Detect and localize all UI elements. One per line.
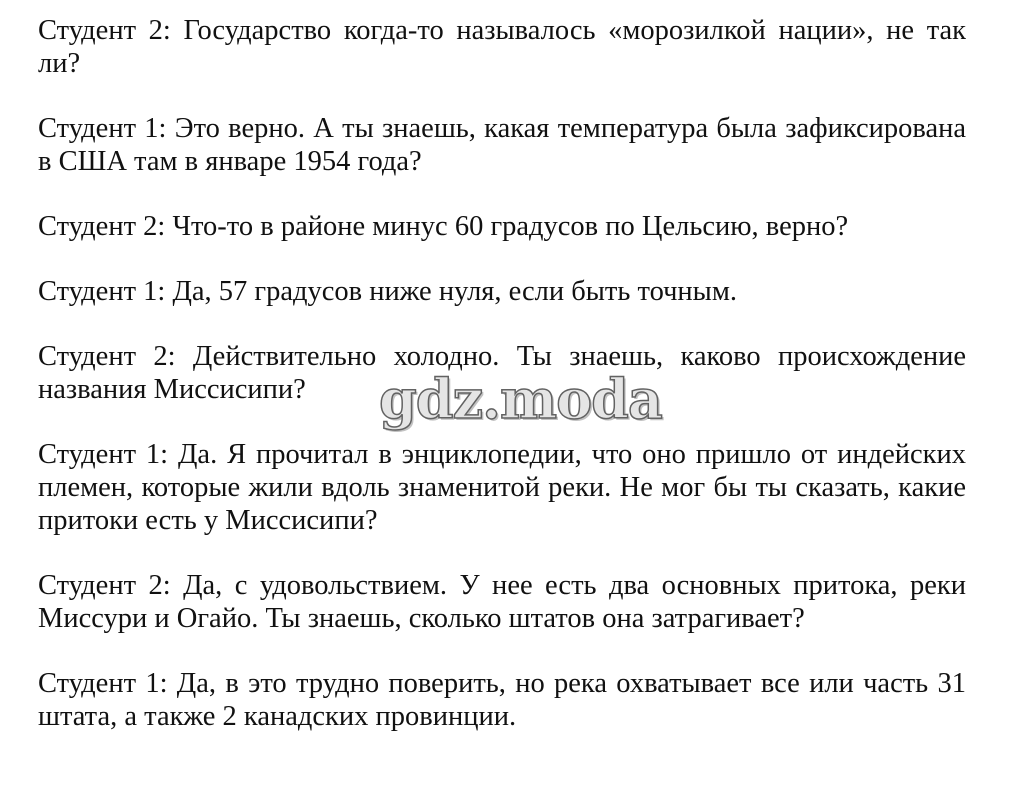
dialogue-paragraph-2: Студент 1: Это верно. А ты знаешь, какая температура была зафиксирована в США там в январе 1954 года? bbox=[38, 113, 966, 177]
dialogue-paragraph-7: Студент 2: Да, с удовольствием. У нее есть два основных притока, реки Миссури и Огайо. Ты знаешь, сколько штатов она затрагивает? bbox=[38, 570, 966, 634]
dialogue-paragraph-4: Студент 1: Да, 57 градусов ниже нуля, если быть точным. bbox=[38, 276, 737, 307]
dialogue-paragraph-1: Студент 2: Государство когда-то называлось «морозилкой нации», не так ли? bbox=[38, 15, 966, 79]
dialogue-paragraph-3: Студент 2: Что-то в районе минус 60 градусов по Цельсию, верно? bbox=[38, 211, 849, 242]
watermark-logo: gdz.moda bbox=[379, 367, 662, 431]
dialogue-paragraph-8: Студент 1: Да, в это трудно поверить, но река охватывает все или часть 31 штата, а также 2 канадских провинции. bbox=[38, 668, 966, 732]
dialogue-paragraph-6: Студент 1: Да. Я прочитал в энциклопедии, что оно пришло от индейских племен, которые жили вдоль знаменитой реки. Не мог бы ты сказать, какие притоки есть у Миссисипи? bbox=[38, 439, 966, 536]
dialogue-paragraph-5: Студент 2: Действительно холодно. Ты знаешь, каково происхождение названия Миссисипи? bbox=[38, 341, 966, 405]
